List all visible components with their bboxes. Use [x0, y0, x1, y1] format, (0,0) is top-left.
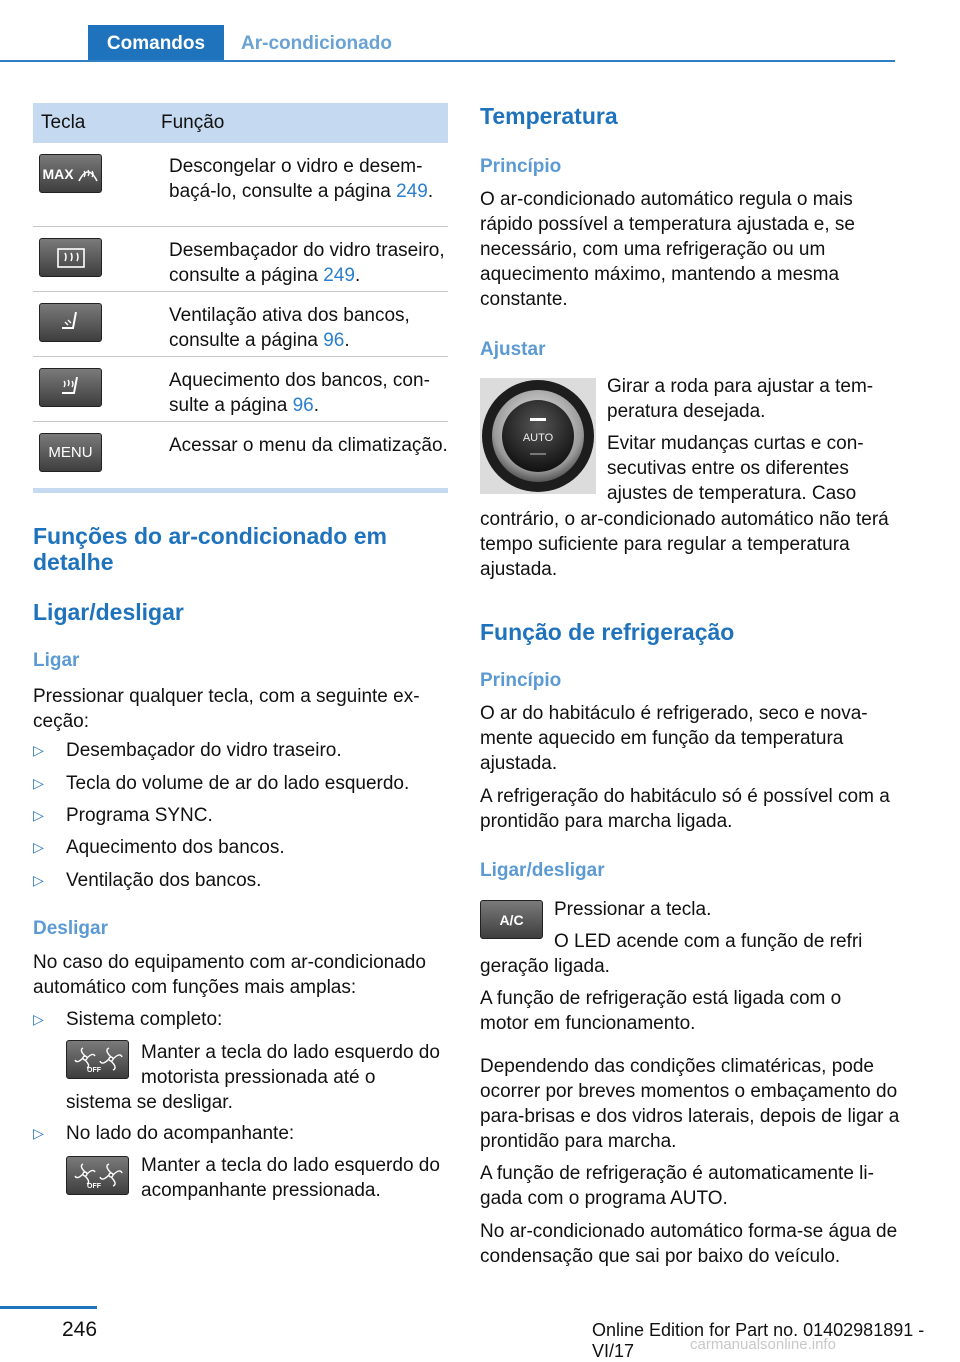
table-row: [33, 292, 448, 357]
table-row: [33, 422, 448, 486]
function-text: Acessar o menu da climatização.: [169, 435, 448, 456]
full-system-text-b: sistema se desligar.: [66, 1092, 233, 1113]
table-row: [33, 357, 448, 422]
list-item: ▷ Tecla do volume de ar do lado esquerdo.: [33, 773, 410, 794]
fan-off-label: OFF: [86, 1066, 101, 1073]
function-text: Desembaçador do vidro traseiro, consulte a página 249.: [169, 240, 445, 286]
function-text: Ventilação ativa dos bancos, consulte a página 96.: [169, 305, 410, 351]
table-header: [33, 103, 448, 143]
adjust-text-1: Girar a roda para ajustar a temperatura desejada.: [607, 376, 874, 422]
led-text-b: geração ligada.: [480, 956, 610, 977]
adjust-text-2b: contrário, o ar-condicionado automático não terá tempo suficiente para regular a temperatura ajustada.: [480, 509, 889, 580]
page-link[interactable]: 96: [292, 395, 314, 416]
footer-divider: [0, 1306, 97, 1309]
list-item: ▷ Programa SYNC.: [33, 805, 213, 826]
seat-heating-icon: [39, 368, 102, 407]
passenger-text: Manter a tecla do lado esquerdo do acompanhante pressionada.: [141, 1155, 440, 1201]
cooling-principle-text-2: A refrigeração do habitáculo só é possível com a prontidão para marcha ligada.: [480, 786, 890, 832]
tab-comandos[interactable]: Comandos: [88, 25, 224, 62]
page-link[interactable]: 96: [323, 330, 345, 351]
fan-off-key-icon: [66, 1156, 129, 1195]
menu-key-icon: MENU: [39, 433, 102, 472]
max-defrost-icon: [39, 154, 102, 193]
on-title: Ligar: [33, 650, 80, 671]
list-item: ▷ Aquecimento dos bancos.: [33, 837, 285, 858]
page-link[interactable]: 249: [323, 265, 355, 286]
watermark: carmanualsonline.info: [690, 1336, 836, 1353]
knob-auto-label: AUTO: [522, 432, 554, 444]
section-title: Funções do ar-condicionado em detalhe: [33, 523, 387, 575]
cooling-principle-title: Princípio: [480, 670, 562, 691]
list-item: ▷ Sistema completo:: [33, 1009, 223, 1030]
table-row: [33, 143, 448, 227]
principle-title: Princípio: [480, 156, 562, 177]
condensation-text: No ar-condicionado automático forma-se água de condensação que sai por baixo do veículo.: [480, 1221, 898, 1267]
function-text: Descongelar o vidro e desembaçá-lo, consulte a página 249.: [169, 156, 434, 202]
function-text: Aquecimento dos bancos, consulte a página 96.: [169, 370, 430, 416]
adjust-text-2a: Evitar mudanças curtas e consecutivas entre os diferentes ajustes de temperatura. Caso: [607, 433, 864, 504]
list-item: ▷ Ventilação dos bancos.: [33, 870, 262, 891]
list-item: ▷ No lado do acompanhante:: [33, 1123, 295, 1144]
auto-text: A função de refrigeração é automaticamente ligada com o programa AUTO.: [480, 1163, 874, 1209]
list-item: ▷ Desembaçador do vidro traseiro.: [33, 740, 342, 761]
temperature-title: Temperatura: [480, 103, 618, 129]
header-divider: [0, 60, 895, 62]
principle-text: O ar-condicionado automático regula o mais rápido possível a temperatura ajustada e, se necessário, com uma refrigeração ou um aquecimento máximo, mantendo a mesma constante.: [480, 189, 855, 310]
cooling-onoff-title: Ligar/desligar: [480, 860, 605, 881]
page-number: 246: [62, 1318, 98, 1341]
full-system-text-a: Manter a tecla do lado esquerdo do motorista pressionada até o: [141, 1042, 440, 1088]
key-label: MAX: [42, 165, 74, 182]
led-text-a: O LED acende com a função de refri: [554, 931, 863, 952]
key-function-table: [33, 103, 448, 493]
cooling-principle-text-1: O ar do habitáculo é refrigerado, seco e novamente aquecido em função da temperatura ajustada.: [480, 703, 868, 774]
page-link[interactable]: 249: [396, 181, 428, 202]
off-text: No caso do equipamento com ar-condicionado automático com funções mais amplas:: [33, 952, 426, 998]
fan-off-key-icon: [66, 1040, 129, 1079]
press-key-text: Pressionar a tecla.: [554, 899, 712, 920]
rear-defrost-icon: [39, 238, 102, 277]
fan-off-label: OFF: [86, 1182, 101, 1189]
seat-ventilation-icon: [39, 303, 102, 342]
temperature-knob-image: [480, 378, 596, 494]
edition-text: Online Edition for Part no. 01402981891 - VI/17: [592, 1320, 925, 1361]
onoff-title: Ligar/desligar: [33, 599, 184, 625]
table-row: [33, 227, 448, 292]
adjust-title: Ajustar: [480, 339, 546, 360]
table-bottom-rule: [33, 488, 448, 493]
column-header-key: Tecla: [41, 112, 86, 133]
column-header-function: Função: [161, 112, 225, 133]
cooling-title: Função de refrigeração: [480, 619, 735, 645]
ac-key-icon: A/C: [480, 900, 543, 939]
engine-text: A função de refrigeração está ligada com o motor em funcionamento.: [480, 988, 842, 1034]
tab-ar-condicionado[interactable]: Ar-condicionado: [241, 33, 392, 54]
off-title: Desligar: [33, 918, 108, 939]
fog-text: Dependendo das condições climatéricas, pode ocorrer por breves momentos o embaçamento do para-brisas e dos vidros laterais, depois de ligar a prontidão para marcha.: [480, 1056, 900, 1152]
on-text: Pressionar qualquer tecla, com a seguinte exceção:: [33, 686, 420, 732]
